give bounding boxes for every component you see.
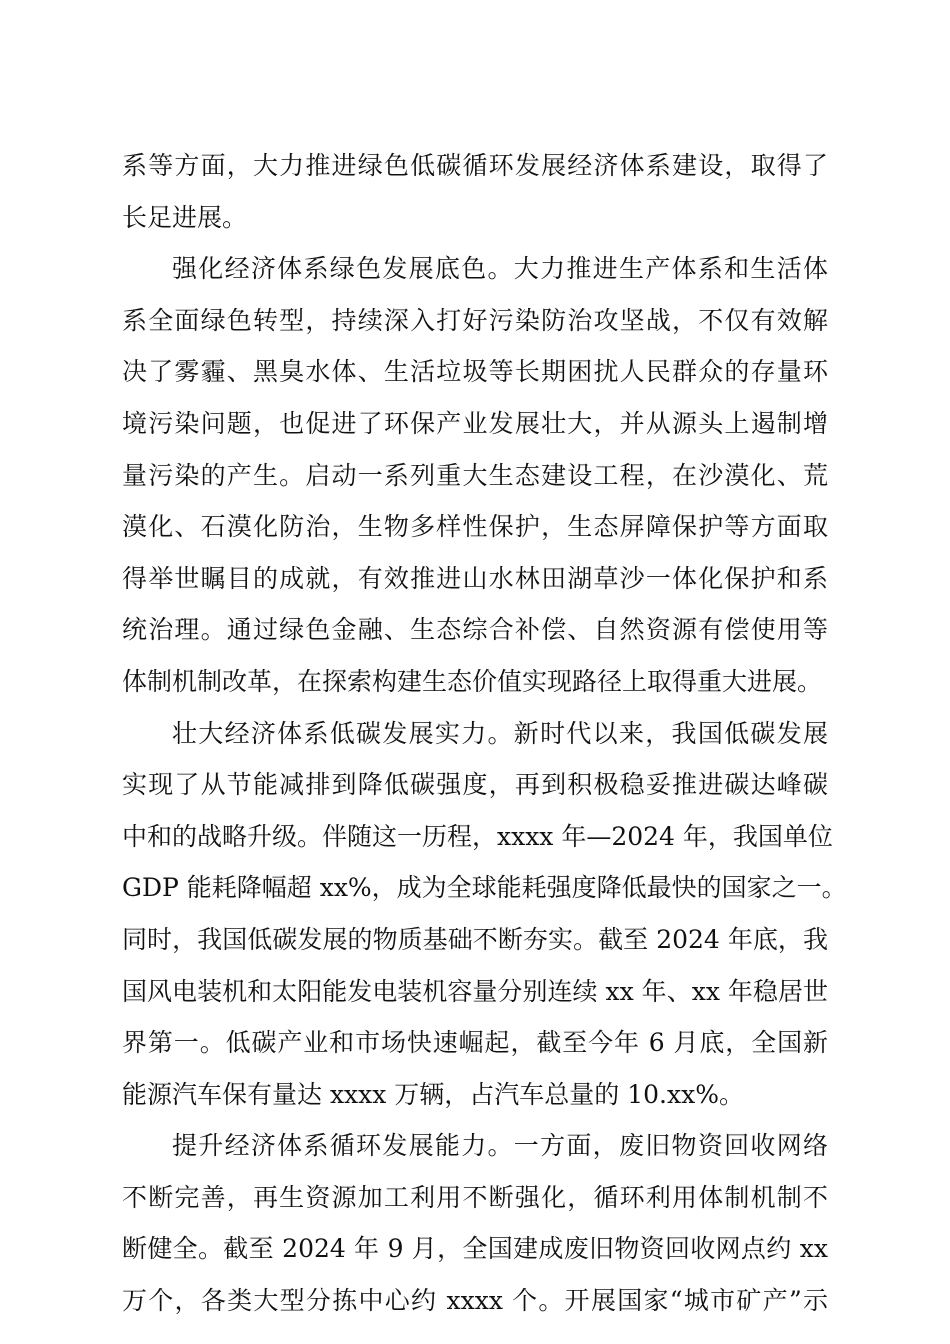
text-line: 决了雾霾、黑臭水体、生活垃圾等长期困扰人民群众的存量环: [122, 357, 828, 387]
text-line: 得举世瞩目的成就，有效推进山水林田湖草沙一体化保护和系: [122, 563, 828, 593]
text-line: 长足进展。: [122, 202, 248, 232]
text-line: GDP 能耗降幅超 xx%，成为全球能耗强度降低最快的国家之一。: [122, 873, 847, 903]
text-line: 能源汽车保有量达 xxxx 万辆，占汽车总量的 10.xx%。: [122, 1079, 744, 1109]
text-line: 境污染问题，也促进了环保产业发展壮大，并从源头上遏制增: [122, 408, 828, 438]
document-body: [122, 140, 847, 1327]
text-line: 统治理。通过绿色金融、生态综合补偿、自然资源有偿使用等: [122, 615, 828, 645]
text-line: 万个，各类大型分拣中心约 xxxx 个。开展国家“城市矿产”示: [122, 1286, 828, 1316]
text-line: 体制机制改革，在探索构建生态价值实现路径上取得重大进展。: [122, 666, 823, 696]
text-line: 系等方面，大力推进绿色低碳循环发展经济体系建设，取得了: [122, 151, 828, 180]
text-line: 漠化、石漠化防治，生物多样性保护，生态屏障保护等方面取: [122, 512, 828, 542]
paragraph-start-line: 强化经济体系绿色发展底色。大力推进生产体系和生活体: [172, 254, 828, 284]
text-line: 同时，我国低碳发展的物质基础不断夯实。截至 2024 年底，我: [122, 924, 828, 954]
text-line: 国风电装机和太阳能发电装机容量分别连续 xx 年、xx 年稳居世: [122, 976, 828, 1006]
text-line: 系全面绿色转型，持续深入打好污染防治攻坚战，不仅有效解: [122, 305, 828, 335]
text-line: 断健全。截至 2024 年 9 月，全国建成废旧物资回收网点约 xx: [122, 1234, 828, 1264]
paragraph-start-line: 提升经济体系循环发展能力。一方面，废旧物资回收网络: [172, 1131, 828, 1161]
text-line: 界第一。低碳产业和市场快速崛起，截至今年 6 月底，全国新: [122, 1028, 828, 1058]
text-line: 不断完善，再生资源加工利用不断强化，循环利用体制机制不: [122, 1182, 828, 1212]
text-line: 量污染的产生。启动一系列重大生态建设工程，在沙漠化、荒: [122, 460, 828, 490]
paragraph-start-line: 壮大经济体系低碳发展实力。新时代以来，我国低碳发展: [172, 718, 828, 748]
text-line: 实现了从节能减排到降低碳强度，再到积极稳妥推进碳达峰碳: [122, 770, 828, 800]
text-line: 中和的战略升级。伴随这一历程，xxxx 年—2024 年，我国单位: [122, 821, 833, 851]
